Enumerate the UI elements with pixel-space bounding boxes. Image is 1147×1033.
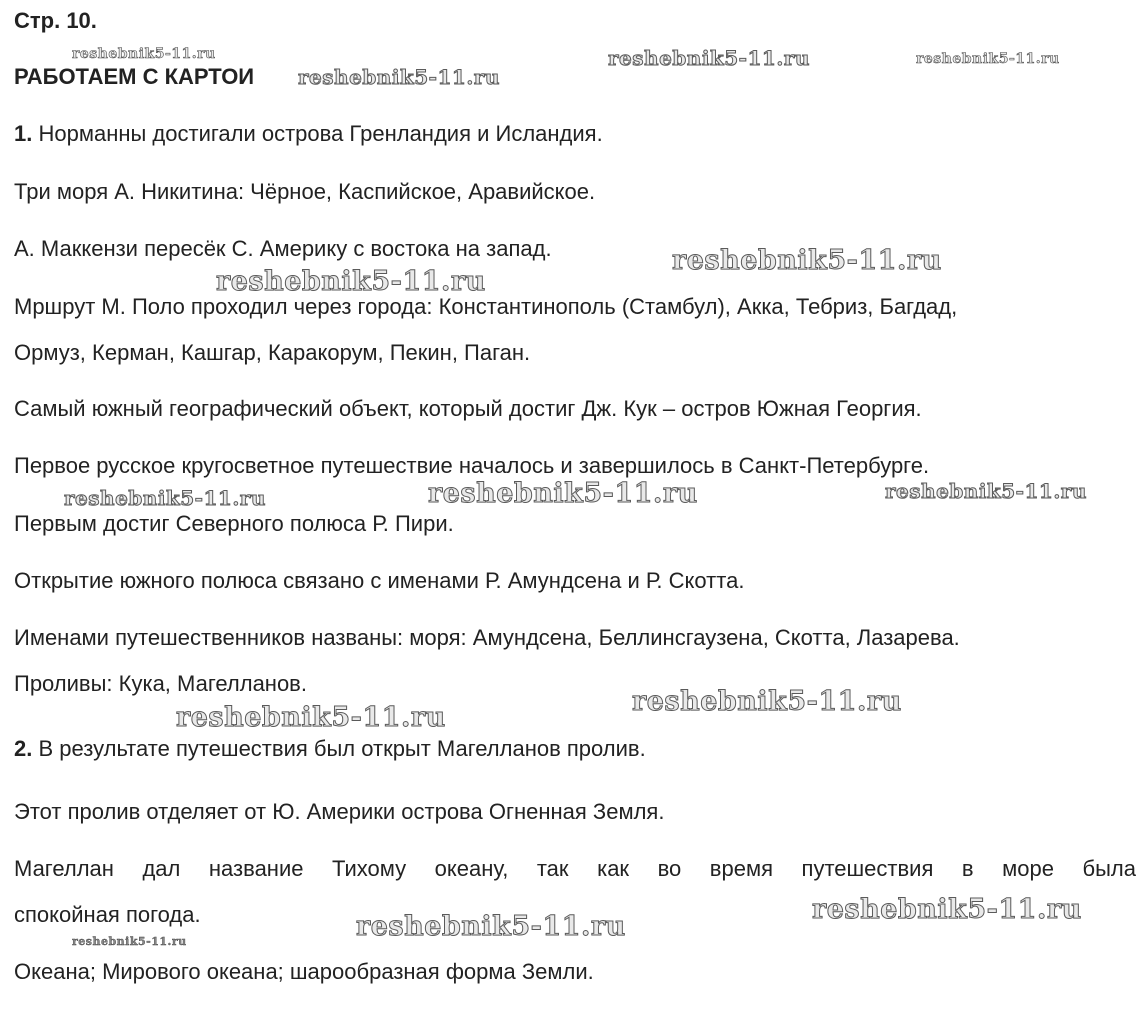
answer-text-12: В результате путешествия был открыт Магелланов пролив.: [32, 736, 646, 761]
watermark: reshebnik5-11.ru: [885, 479, 1087, 503]
watermark: reshebnik5-11.ru: [812, 894, 1082, 925]
watermark: reshebnik5-11.ru: [216, 266, 486, 297]
paragraph-4: Мршрут М. Поло проходил через города: Константинополь (Стамбул), Акка, Тебриз, Багдад,: [14, 294, 958, 319]
watermark: reshebnik5-11.ru: [356, 911, 626, 942]
paragraph-1: [14, 121, 603, 147]
watermark: reshebnik5-11.ru: [64, 486, 266, 510]
watermark: reshebnik5-11.ru: [72, 46, 216, 62]
section-title: РАБОТАЕМ С КАРТОИ: [14, 64, 255, 89]
watermark: reshebnik5-11.ru: [72, 935, 187, 948]
watermark: reshebnik5-11.ru: [672, 245, 942, 276]
watermark: reshebnik5-11.ru: [632, 686, 902, 717]
watermark: reshebnik5-11.ru: [176, 702, 446, 733]
paragraph-12: [14, 736, 646, 762]
paragraph-2: Три моря А. Никитина: Чёрное, Каспийское, Аравийское.: [14, 179, 596, 204]
paragraph-11: Проливы: Кука, Магелланов.: [14, 671, 307, 696]
paragraph-3: А. Маккензи пересёк С. Америку с востока на запад.: [14, 236, 552, 261]
paragraph-7: Первое русское кругосветное путешествие началось и завершилось в Санкт-Петербурге.: [14, 453, 930, 478]
question-number-1: 1.: [14, 121, 33, 146]
paragraph-10: Именами путешественников названы: моря: Амундсена, Беллинсгаузена, Скотта, Лазарева.: [14, 625, 960, 650]
paragraph-5: Ормуз, Керман, Кашгар, Каракорум, Пекин, Паган.: [14, 340, 531, 365]
question-number-2: 2.: [14, 736, 33, 761]
watermark: reshebnik5-11.ru: [298, 65, 500, 89]
paragraph-16: Океана; Мирового океана; шарообразная форма Земли.: [14, 959, 594, 984]
paragraph-8: Первым достиг Северного полюса Р. Пири.: [14, 511, 454, 536]
paragraph-14: Магеллан дал название Тихому океану, так как во время путешествия в море была: [14, 856, 1136, 881]
paragraph-9: Открытие южного полюса связано с именами Р. Амундсена и Р. Скотта.: [14, 568, 745, 593]
watermark: reshebnik5-11.ru: [916, 51, 1060, 67]
paragraph-15: спокойная погода.: [14, 902, 201, 927]
watermark: reshebnik5-11.ru: [608, 46, 810, 70]
paragraph-6: Самый южный географический объект, который достиг Дж. Кук – остров Южная Георгия.: [14, 396, 922, 421]
page-label: Стр. 10.: [14, 8, 97, 33]
answer-text-1: Норманны достигали острова Гренландия и Исландия.: [32, 121, 603, 146]
watermark: reshebnik5-11.ru: [428, 478, 698, 509]
paragraph-13: Этот пролив отделяет от Ю. Америки острова Огненная Земля.: [14, 799, 665, 824]
